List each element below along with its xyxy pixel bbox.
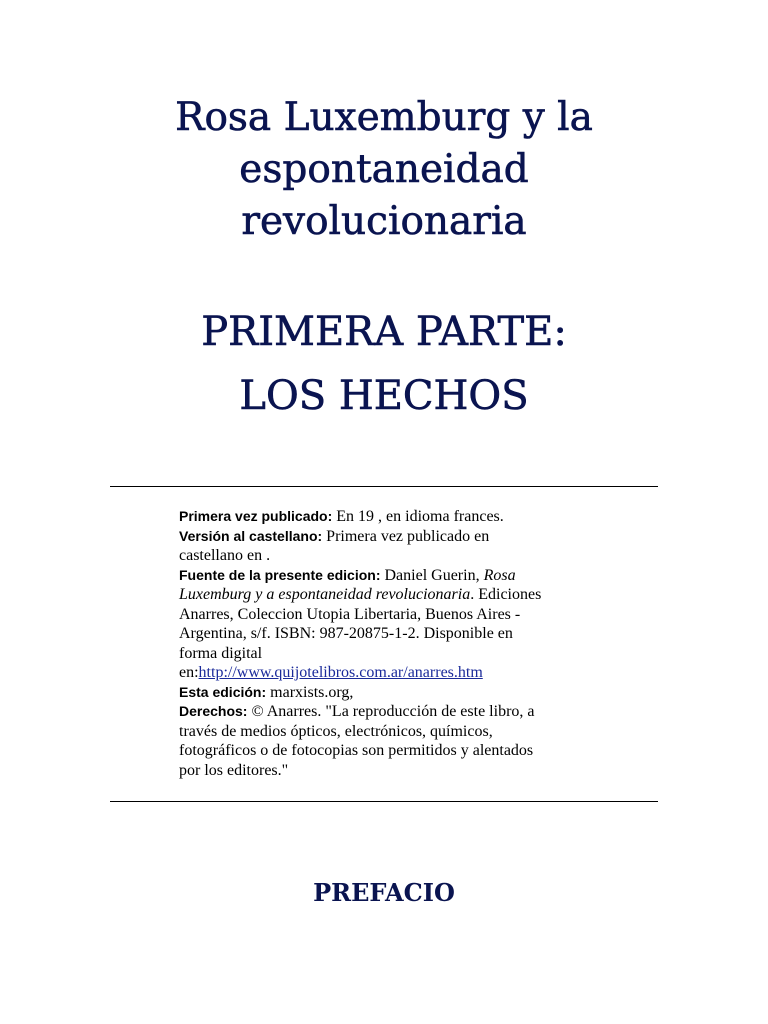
part-line: LOS HECHOS [239, 373, 529, 419]
first-pub-value: En 19 , en idioma frances. [332, 508, 504, 525]
version-value: Primera vez publicado en castellano en . [179, 527, 490, 564]
source-book-title: Rosa Luxemburg y a espontaneidad revolucionaria [179, 566, 516, 603]
title-line: espontaneidad [239, 147, 529, 192]
source-value-2: . Ediciones Anarres, Coleccion Utopia Libertaria, Buenos Aires - Argentina, s/f. ISBN: 987-20875-1-2. Disponible en forma digital en: [179, 586, 542, 681]
section-heading: PREFACIO [313, 878, 455, 907]
part-line: PRIMERA PARTE: [201, 309, 567, 355]
bottom-divider [110, 801, 658, 802]
source-value: Daniel Guerin, [380, 566, 484, 584]
part-heading [0, 300, 768, 428]
title-line: Rosa Luxemburg y la [175, 95, 593, 140]
version-label: Versión al castellano: [179, 527, 323, 544]
rights-label: Derechos: [179, 703, 248, 719]
source-link[interactable]: http://www.quijotelibros.com.ar/anarres.htm [198, 664, 483, 681]
document-title [0, 92, 768, 248]
top-divider [110, 486, 658, 487]
source-label: Fuente de la presente edicion: [179, 566, 381, 583]
rights-value: © Anarres. "La reproducción de este libro, a través de medios ópticos, electrónicos, químicos, fotográficos o de fotocopias son permitidos y alentados por los editores." [179, 703, 535, 779]
edition-label: Esta edición: [179, 683, 267, 700]
publication-info [179, 507, 554, 780]
first-pub-label: Primera vez publicado: [179, 508, 333, 524]
edition-value: marxists.org, [266, 683, 354, 701]
title-line: revolucionaria [241, 199, 527, 244]
